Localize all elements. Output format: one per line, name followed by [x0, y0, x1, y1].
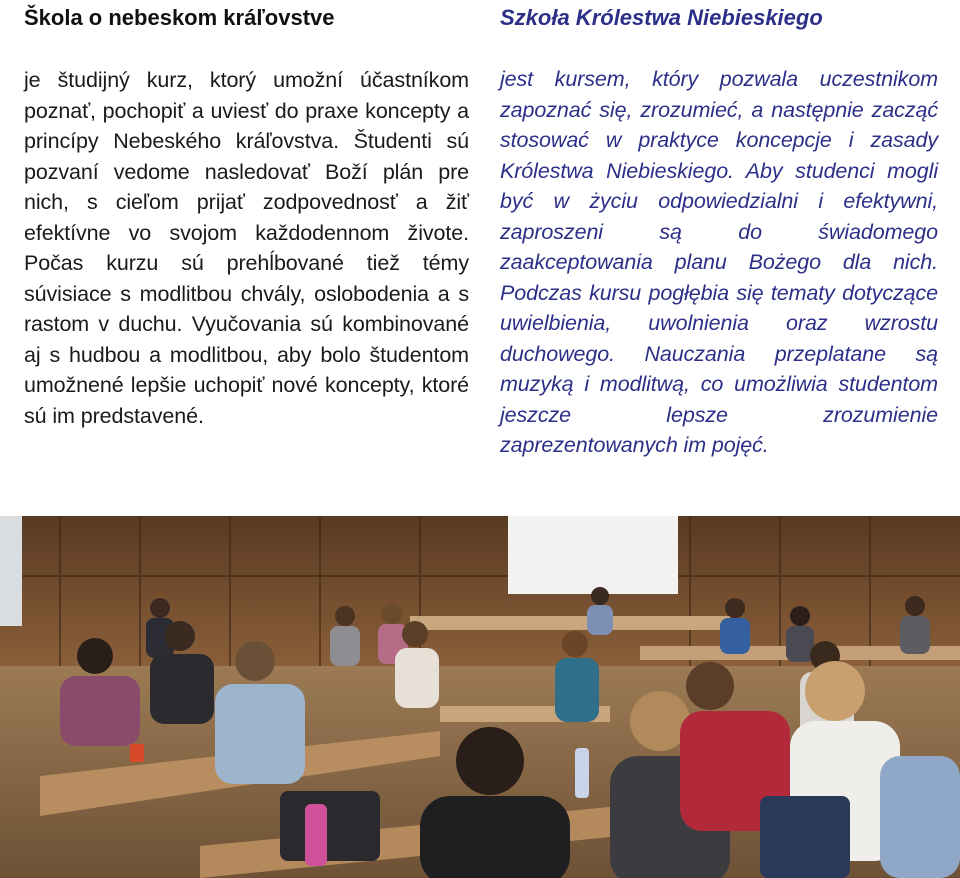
- window: [0, 516, 22, 626]
- bottle: [305, 804, 327, 866]
- slovak-column: [24, 0, 469, 431]
- slovak-title: Škola o nebeskom kráľovstve: [24, 5, 335, 30]
- table: [410, 616, 730, 630]
- wood-wall: [0, 516, 960, 666]
- projection-screen: [508, 516, 678, 594]
- polish-body: jest kursem, który pozwala uczestnikom zapoznać się, zrozumieć, a następnie zacząć stosować w praktyce koncepcje i zasady Królestwa Niebieskiego. Aby studenci mogli być w życiu odpowiedzialni i efektywni, zaproszeni są do świadomego zaakceptowania planu Bożego dla nich. Podczas kursu pogłębia się tematy dotyczące uwielbienia, uwolnienia oraz wzrostu duchowego. Nauczania przeplatane są muzyką i modlitwą, co umożliwia studentom jeszcze lepsze zrozumienie zaprezentowanych im pojęć.: [500, 67, 938, 457]
- classroom-photo-illustration: [0, 516, 960, 878]
- slovak-body: je študijný kurz, ktorý umožní účastníkom poznať, pochopiť a uviesť do praxe koncepty a princípy Nebeského kráľovstva. Študenti sú pozvaní vedome nasledovať Boží plán pre nich, s cieľom prijať zodpovednosť a žiť efektívne vo svojom každodennom živote. Počas kurzu sú prehĺbované tiež témy súvisiace s modlitbou chvály, oslobodenia a s rastom v duchu. Vyučovania sú kombinované aj s hudbou a modlitbou, aby bolo študentom umožnené lepšie uchopiť nové koncepty, ktoré sú im predstavené.: [24, 68, 469, 428]
- cup: [130, 744, 144, 762]
- polish-column: [500, 0, 938, 461]
- bottle: [575, 748, 589, 798]
- polish-title: Szkoła Królestwa Niebieskiego: [500, 5, 823, 30]
- classroom-photo: [0, 516, 960, 878]
